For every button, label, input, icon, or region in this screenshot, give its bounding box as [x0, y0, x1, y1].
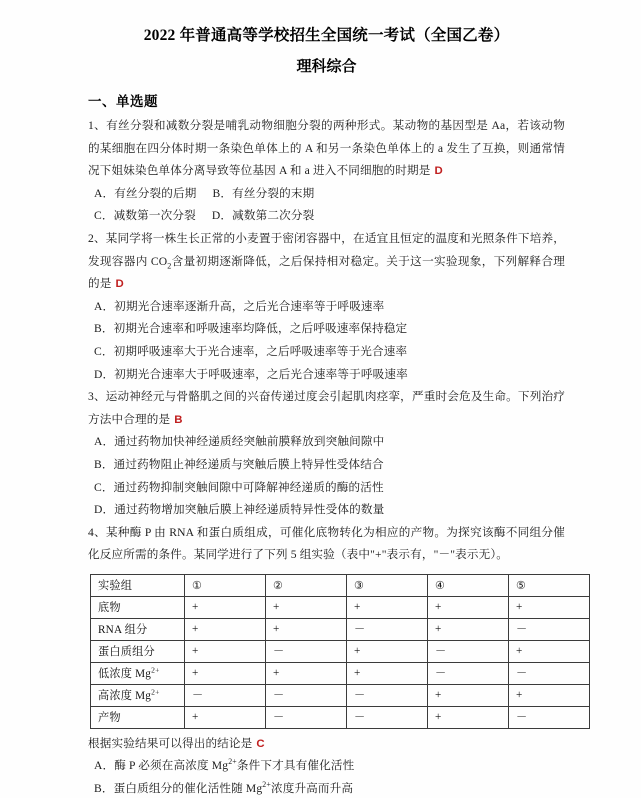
question-2-stem-part2: 含量初期逐渐降低，之后保持相对稳定。关于这一实验现象，下列解释合理的是 [88, 254, 565, 291]
question-2-option-d: D．初期光合速率大于呼吸速率，之后光合速率等于呼吸速率 [94, 367, 408, 381]
cell: － [266, 706, 347, 728]
option-a-pre: A．酶 P 必须在高浓度 Mg [94, 759, 229, 773]
cell: + [428, 706, 509, 728]
table-header-group-1: ① [185, 574, 266, 596]
question-3-stem [88, 386, 565, 431]
row-label-text: 低浓度 Mg [98, 668, 152, 681]
cell: + [185, 640, 266, 662]
cell: + [509, 640, 590, 662]
cell: + [185, 618, 266, 640]
cell: － [428, 640, 509, 662]
page-subtitle: 理科综合 [296, 59, 357, 75]
table-row [91, 662, 590, 684]
cell: － [509, 662, 590, 684]
cell: + [509, 596, 590, 618]
table-header-group-2: ② [266, 574, 347, 596]
question-1-stem [88, 115, 565, 183]
question-3-option-b: B．通过药物阻止神经递质与突触后膜上特异性受体结合 [94, 457, 384, 471]
table-row [91, 706, 590, 728]
question-4-answer: C [256, 737, 265, 750]
row-label-product [91, 706, 185, 728]
option-c: C．减数第一次分裂 [94, 209, 196, 223]
row-label-text: 高浓度 Mg [98, 690, 152, 703]
question-3-stem-text: 3、运动神经元与骨骼肌之间的兴奋传递过度会引起肌肉痉挛，严重时会危及生命。下列治疗方法中合理的是 [88, 390, 565, 426]
row-label-substrate [91, 596, 185, 618]
question-4-stem: 4、某种酶 P 由 RNA 和蛋白质组成，可催化底物转化为相应的产物。为探究该酶不同组分催化反应所需的条件。某同学进行了下列 5 组实验（表中"+"表示有，"－"表示无）。 [88, 525, 565, 562]
cell: － [428, 662, 509, 684]
question-3-option-d: D．通过药物增加突触后膜上神经递质特异性受体的数量 [94, 503, 385, 517]
option-b-post: 浓度升高而升高 [270, 782, 354, 796]
row-label-text: 蛋白质组分 [98, 646, 155, 659]
question-2-option-b: B．初期光合速率和呼吸速率均降低，之后呼吸速率保持稳定 [94, 322, 408, 336]
cell: + [347, 640, 428, 662]
option-a-post: 条件下才具有催化活性 [236, 759, 355, 773]
cell: － [266, 684, 347, 706]
table-header-group-4: ④ [428, 574, 509, 596]
option-d: D．减数第二次分裂 [211, 209, 315, 223]
cell: + [347, 662, 428, 684]
row-label-text: 产物 [98, 712, 121, 725]
question-2-stem [88, 228, 565, 296]
question-1-option-row-1 [88, 183, 565, 206]
cell: + [347, 596, 428, 618]
row-label-text: 底物 [98, 602, 121, 615]
question-3-option-a: A．通过药物加快神经递质经突触前膜释放到突触间隙中 [94, 435, 385, 449]
experiment-table [90, 574, 590, 729]
question-3-option-c: C．通过药物抑制突触间隙中可降解神经递质的酶的活性 [94, 480, 384, 494]
cell: + [266, 618, 347, 640]
table-header-group-5: ⑤ [509, 574, 590, 596]
row-label-text: RNA 组分 [98, 624, 148, 637]
row-label-high-mg [91, 684, 185, 706]
mg-superscript: 2+ [228, 757, 237, 767]
table-row [91, 684, 590, 706]
question-2-option-a: A．初期光合速率逐渐升高，之后光合速率等于呼吸速率 [94, 299, 385, 313]
table-row [91, 640, 590, 662]
cell: + [428, 618, 509, 640]
question-2 [88, 228, 565, 386]
question-4-option-b [88, 778, 565, 801]
mg-superscript: 2+ [151, 665, 160, 675]
co2-subscript: 2 [167, 260, 172, 270]
table-header-label: 实验组 [91, 574, 185, 596]
option-b-pre: B．蛋白质组分的催化活性随 Mg [94, 782, 263, 796]
cell: + [266, 596, 347, 618]
option-a: A．有丝分裂的后期 [94, 186, 197, 200]
row-label-rna-component [91, 618, 185, 640]
mg-superscript: 2+ [262, 780, 271, 790]
cell: + [266, 662, 347, 684]
cell: － [266, 640, 347, 662]
cell: － [509, 618, 590, 640]
cell: － [347, 684, 428, 706]
question-1-answer: D [434, 165, 443, 178]
section-heading: 一、单选题 [88, 94, 158, 109]
table-row [91, 596, 590, 618]
cell: － [347, 706, 428, 728]
cell: + [185, 596, 266, 618]
cell: + [509, 684, 590, 706]
row-label-protein-component [91, 640, 185, 662]
cell: + [185, 706, 266, 728]
question-2-answer: D [115, 278, 124, 291]
table-header-group-3: ③ [347, 574, 428, 596]
table-row-header [91, 574, 590, 596]
table-row [91, 618, 590, 640]
question-2-stem-part1: 2、某同学将一株生长正常的小麦置于密闭容器中，在适宜且恒定的温度和光照条件下培养，发现容器内 CO [88, 231, 565, 268]
mg-superscript: 2+ [151, 687, 160, 697]
conclusion-prompt-text: 根据实验结果可以得出的结论是 [88, 736, 253, 750]
question-3-answer: B [174, 413, 183, 426]
question-1-stem-text: 1、有丝分裂和减数分裂是哺乳动物细胞分裂的两种形式。某动物的基因型是 Aa，若该动物的某细胞在四分体时期一条染色单体上的 A 和另一条染色单体上的 a 发生了互换，则通常情况下姐妹染色单体分离导致等位基因 A 和 a 进入不同细胞的时期是 [88, 119, 565, 178]
question-4-conclusion-prompt [88, 733, 565, 756]
cell: － [185, 684, 266, 706]
cell: + [185, 662, 266, 684]
question-2-option-c: C．初期呼吸速率大于光合速率，之后呼吸速率等于光合速率 [94, 344, 408, 358]
option-b: B．有丝分裂的末期 [212, 186, 315, 200]
cell: + [428, 684, 509, 706]
question-1-option-row-2 [88, 205, 565, 228]
question-4-option-a [88, 755, 565, 778]
cell: － [347, 618, 428, 640]
cell: + [428, 596, 509, 618]
cell: － [509, 706, 590, 728]
question-4 [88, 522, 565, 801]
question-3 [88, 386, 565, 522]
row-label-low-mg [91, 662, 185, 684]
question-1 [88, 115, 565, 228]
page-title: 2022 年普通高等学校招生全国统一考试（全国乙卷） [143, 27, 510, 44]
